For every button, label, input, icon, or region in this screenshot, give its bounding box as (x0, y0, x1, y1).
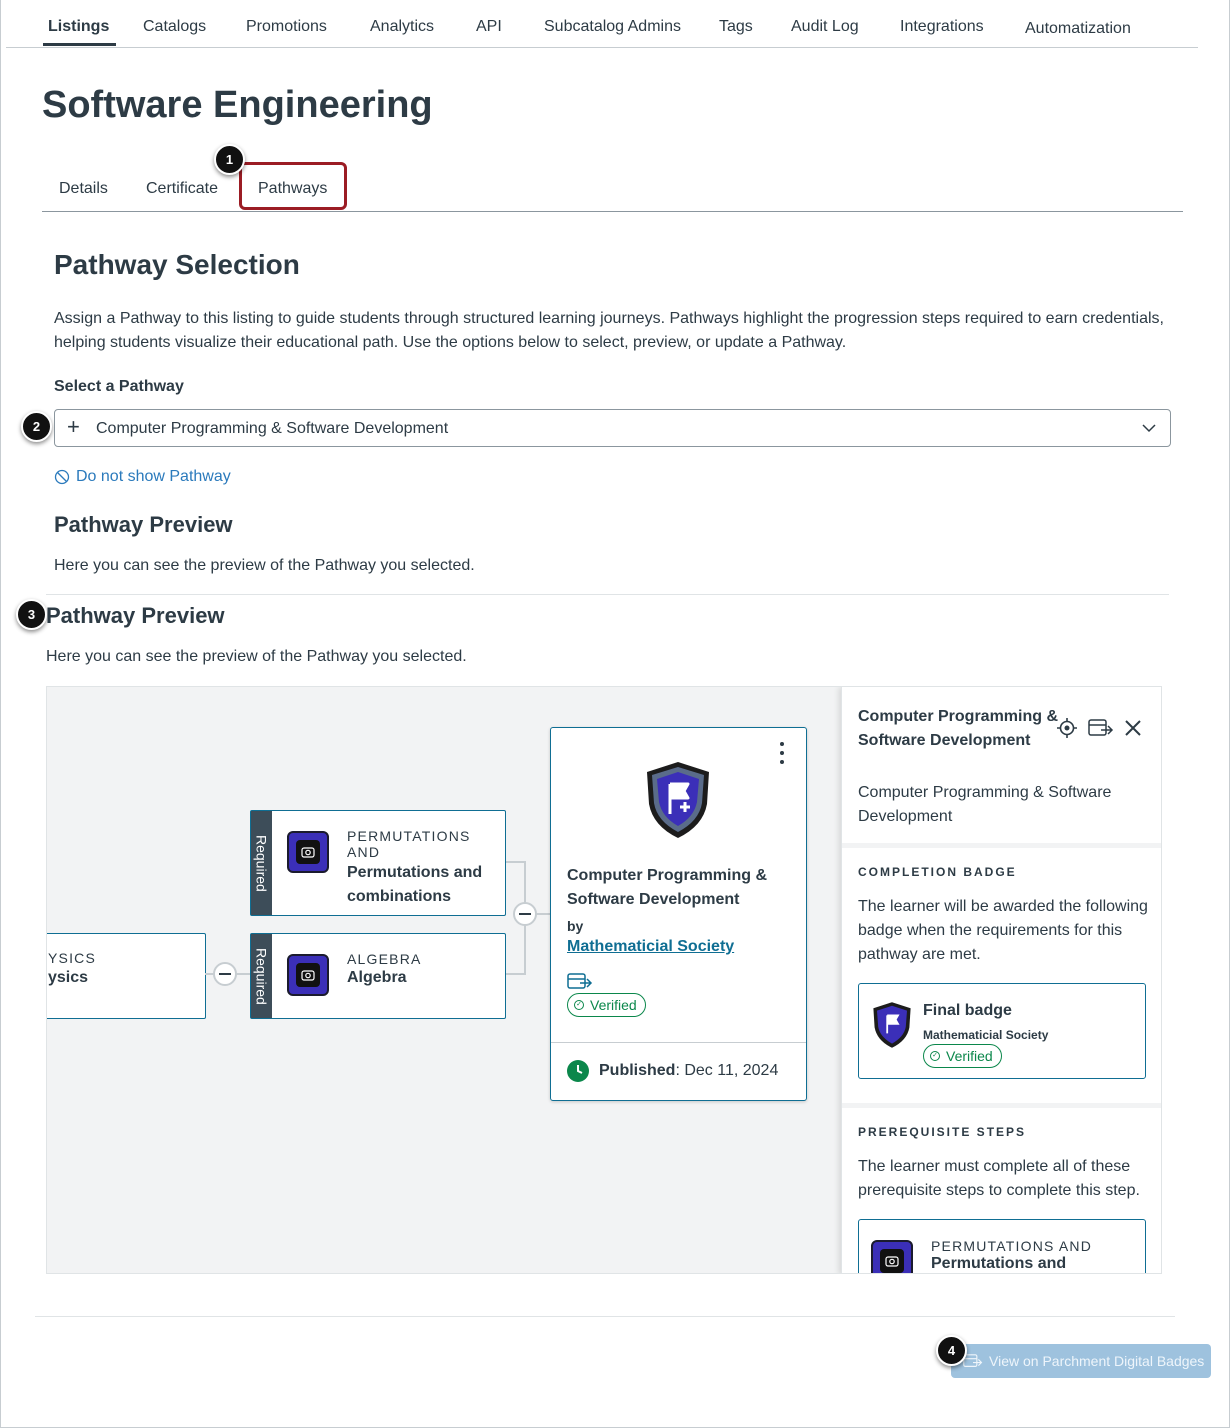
nav-automatization[interactable]: Automatization (1025, 20, 1131, 37)
active-nav-indicator (43, 43, 116, 46)
connector-line (506, 861, 526, 863)
callout-1: 1 (214, 144, 245, 175)
connector-line (506, 973, 526, 975)
physics-node-name: ysics (48, 969, 89, 986)
embedded-preview-description: Here you can see the preview of the Pathway you selected. (46, 648, 467, 665)
panel-title: Computer Programming & Software Development (858, 708, 1059, 749)
completion-badge-description: The learner will be awarded the following badge when the requirements for this pathway are met. (858, 898, 1148, 963)
goal-card-by: by (567, 918, 584, 934)
embedded-preview-heading: Pathway Preview (46, 603, 225, 628)
shield-badge-icon (871, 1000, 913, 1050)
nav-integrations[interactable]: Integrations (900, 18, 984, 35)
pathway-selection-heading: Pathway Selection (54, 249, 300, 280)
more-options-icon[interactable] (780, 742, 784, 769)
permutations-node-name: Permutations and combinations (347, 864, 483, 905)
top-navigation (6, 0, 1198, 48)
published-date: Dec 11, 2024 (684, 1062, 779, 1079)
prerequisite-name: Permutations and (931, 1255, 1067, 1272)
required-tab: Required (251, 934, 272, 1018)
share-icon[interactable] (567, 972, 593, 990)
permutations-node-category: PERMUTATIONS AND (347, 828, 471, 860)
final-badge-name: Final badge (923, 1002, 1012, 1019)
clock-icon (567, 1060, 589, 1082)
verified-badge: ✓ Verified (923, 1044, 1002, 1068)
shield-badge-icon (643, 760, 713, 840)
final-badge-card[interactable] (858, 983, 1146, 1079)
goal-card-org-link[interactable]: Mathematicial Society (567, 938, 735, 955)
nav-api[interactable]: API (476, 18, 502, 35)
nav-subcatalog-admins[interactable]: Subcatalog Admins (544, 18, 681, 35)
nav-tags[interactable]: Tags (719, 18, 753, 35)
tab-pathways[interactable]: Pathways (258, 180, 328, 197)
tab-certificate[interactable]: Certificate (146, 180, 219, 197)
final-badge-org: Mathematicial Society (923, 1028, 1049, 1042)
pathway-preview-description: Here you can see the preview of the Pathway you selected. (54, 557, 475, 574)
algebra-node[interactable] (250, 933, 506, 1019)
view-on-parchment-button[interactable] (951, 1344, 1211, 1378)
panel-divider (842, 1103, 1162, 1108)
pathway-detail-panel (841, 687, 1162, 1274)
close-icon[interactable] (1124, 719, 1142, 737)
badge-icon (871, 1240, 913, 1274)
goal-card-title: Computer Programming & Software Development (567, 867, 768, 908)
do-not-show-pathway-label: Do not show Pathway (76, 468, 231, 485)
pathway-canvas[interactable] (46, 686, 1162, 1274)
completion-badge-heading: COMPLETION BADGE (858, 865, 1017, 879)
pathway-select[interactable] (54, 409, 1171, 447)
prerequisite-step-card[interactable] (858, 1219, 1146, 1274)
locate-icon[interactable] (1056, 717, 1078, 739)
panel-description: Computer Programming & Software Development (858, 784, 1112, 825)
nav-catalogs[interactable]: Catalogs (143, 18, 207, 35)
callout-4: 4 (936, 1335, 967, 1366)
tab-details[interactable]: Details (59, 180, 108, 197)
algebra-node-name: Algebra (347, 969, 407, 986)
chevron-down-icon (1142, 421, 1156, 435)
page-title: Software Engineering (42, 84, 433, 126)
prerequisite-steps-heading: PREREQUISITE STEPS (858, 1125, 1027, 1139)
panel-divider (842, 843, 1162, 848)
callout-3: 3 (16, 599, 47, 630)
verified-label: Verified (946, 1048, 993, 1064)
pathway-goal-card[interactable] (550, 727, 807, 1101)
algebra-node-category: ALGEBRA (347, 951, 422, 967)
section-divider (46, 594, 1169, 595)
verified-badge: ✓ Verified (567, 993, 646, 1017)
collapse-toggle-left[interactable] (213, 962, 237, 986)
do-not-show-pathway-link[interactable] (54, 467, 231, 487)
panel-toolbar (1056, 715, 1152, 741)
nav-promotions[interactable]: Promotions (246, 18, 327, 35)
share-icon[interactable] (1088, 718, 1114, 738)
nav-analytics[interactable]: Analytics (370, 18, 435, 35)
physics-node[interactable] (46, 933, 206, 1019)
view-on-parchment-label: View on Parchment Digital Badges (989, 1353, 1205, 1369)
prerequisite-category: PERMUTATIONS AND (931, 1238, 1093, 1254)
badge-icon (287, 831, 329, 873)
nav-listings[interactable]: Listings (48, 18, 110, 35)
prerequisite-steps-description: The learner must complete all of these prerequisite steps to complete this step. (858, 1158, 1140, 1199)
select-pathway-label: Select a Pathway (54, 378, 184, 395)
permutations-node[interactable] (250, 810, 506, 916)
goal-card-footer: Published: Dec 11, 2024 (551, 1042, 806, 1100)
nav-audit-log[interactable]: Audit Log (791, 18, 859, 35)
published-label: Published (599, 1062, 676, 1079)
pathway-preview-heading: Pathway Preview (54, 512, 233, 537)
physics-node-category: YSICS (48, 950, 97, 966)
callout-2: 2 (21, 411, 52, 442)
listing-tabs (42, 164, 1183, 212)
plus-icon: + (67, 414, 80, 439)
pathway-select-value: Computer Programming & Software Development (96, 420, 449, 437)
footer-divider (35, 1316, 1175, 1317)
badge-icon (287, 954, 329, 996)
required-tab: Required (251, 811, 272, 915)
verified-label: Verified (590, 997, 637, 1013)
collapse-toggle-right[interactable] (513, 902, 537, 926)
no-entry-icon (54, 469, 70, 485)
pathway-selection-description: Assign a Pathway to this listing to guide students through structured learning journeys. Pathways highlight the progression steps required to earn credentials, helping students visualize their educational path. Use the options below to select, preview, or update a Pathway. (54, 310, 1164, 351)
